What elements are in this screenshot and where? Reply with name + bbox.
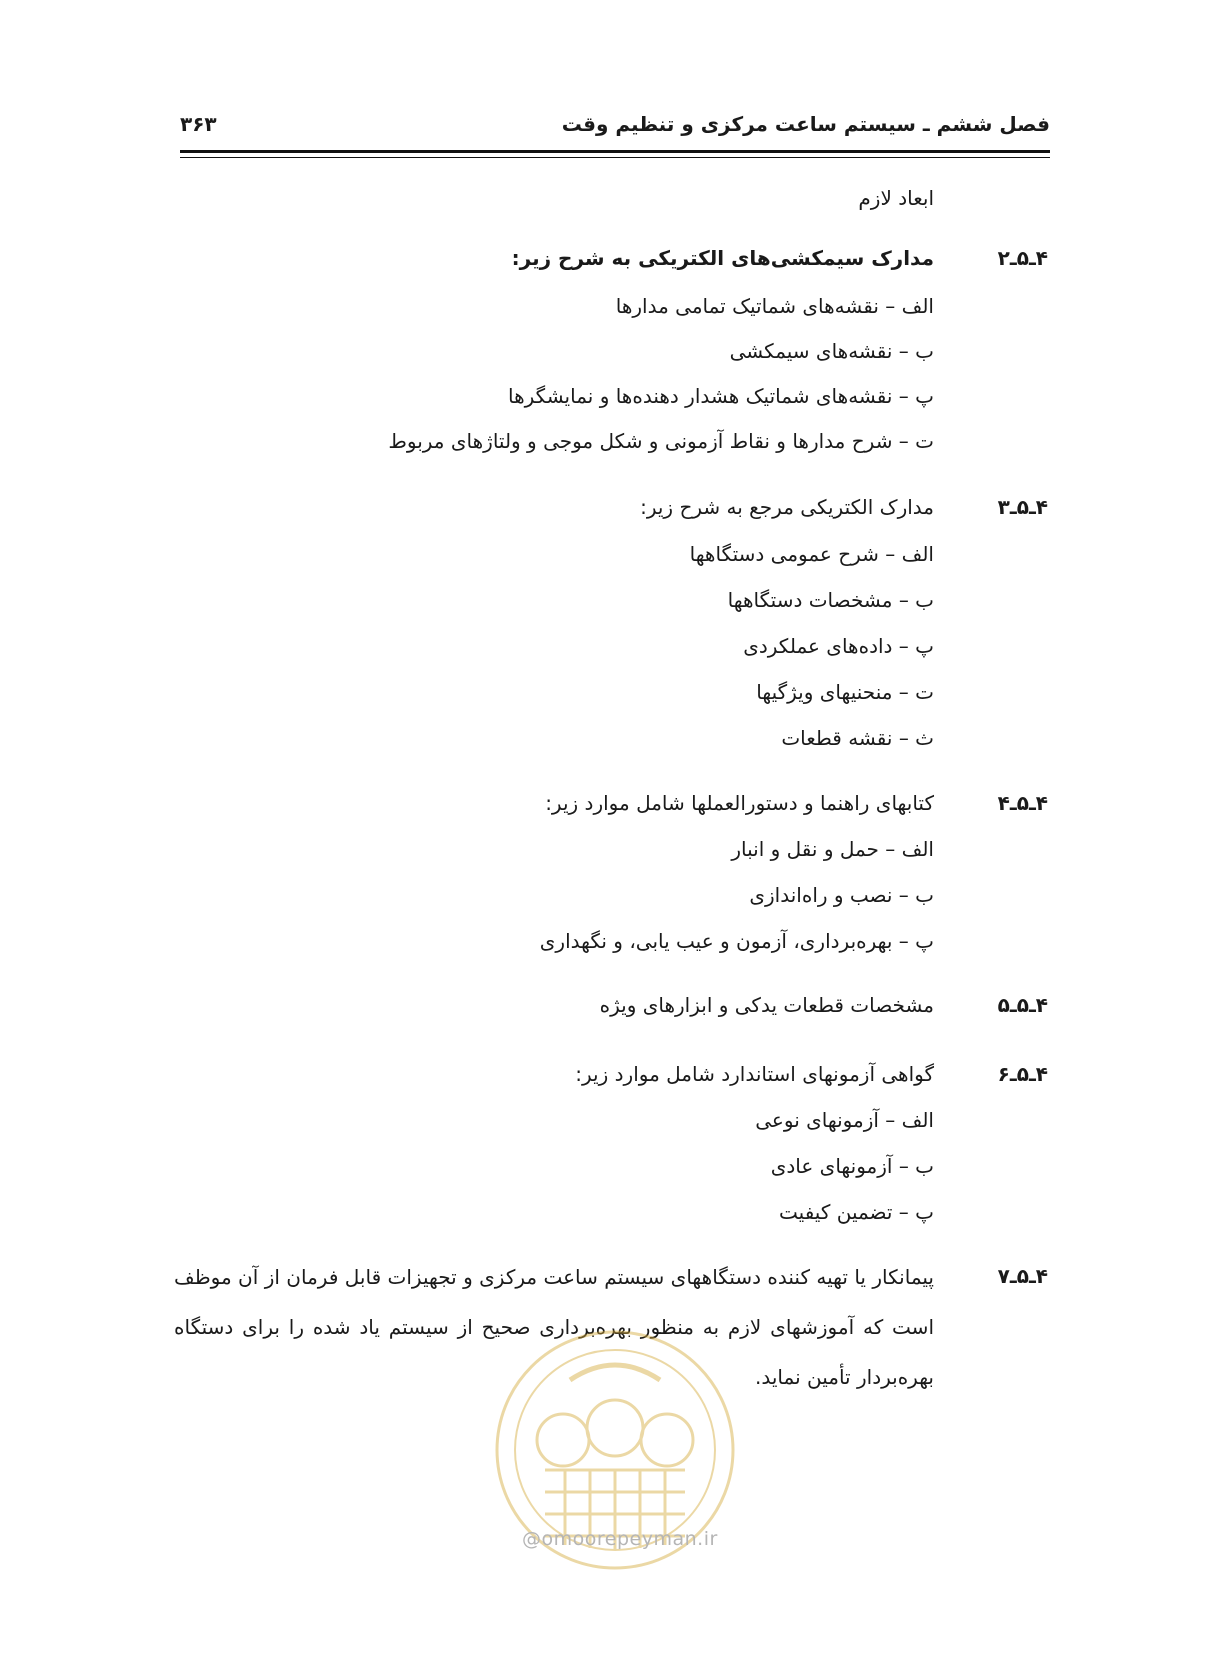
list-item: ب – نصب و راه‌اندازی — [749, 883, 934, 907]
list-item: پ – نقشه‌های شماتیک هشدار دهنده‌ها و نمایشگرها — [507, 384, 934, 408]
header-rule-thin — [180, 157, 1050, 158]
list-item: الف – آزمونهای نوعی — [755, 1108, 934, 1132]
section-number: ۴ـ۵ـ۳ — [997, 495, 1048, 519]
list-item: ت – منحنیهای ویژگیها — [756, 680, 934, 704]
page-number: ۳۶۳ — [180, 112, 217, 136]
section-title: مدارک سیمکشی‌های الکتریکی به شرح زیر: — [511, 246, 934, 270]
section-number: ۴ـ۵ـ۶ — [997, 1062, 1048, 1086]
list-item: ب – آزمونهای عادی — [770, 1154, 934, 1178]
header-rule-thick — [180, 150, 1050, 153]
section-number: ۴ـ۵ـ۲ — [997, 246, 1048, 270]
section-title: مدارک الکتریکی مرجع به شرح زیر: — [640, 495, 934, 519]
intro-line: ابعاد لازم — [858, 186, 934, 210]
section-number: ۴ـ۵ـ۷ — [997, 1264, 1048, 1288]
watermark-url: @omoorepeyman.ir — [522, 1528, 718, 1550]
list-item: ث – نقشه قطعات — [781, 726, 934, 750]
list-item: الف – حمل و نقل و انبار — [731, 837, 934, 861]
section-paragraph: پیمانکار یا تهیه کننده دستگاههای سیستم ساعت مرکزی و تجهیزات قابل فرمان از آن موظف است که آموزشهای لازم به منظور بهره‌برداری صحیح از سیستم یاد شده را برای دستگاه بهره‌بردار تأمین نماید. — [174, 1265, 934, 1389]
list-item: پ – داده‌های عملکردی — [743, 634, 934, 658]
section-number: ۴ـ۵ـ۴ — [997, 791, 1048, 815]
list-item: ت – شرح مدارها و نقاط آزمونی و شکل موجی و ولتاژهای مربوط — [388, 429, 934, 453]
section-title: گواهی آزمونهای استاندارد شامل موارد زیر: — [575, 1062, 934, 1086]
section-title: کتابهای راهنما و دستورالعملها شامل موارد زیر: — [545, 791, 934, 815]
chapter-title: فصل ششم ـ سیستم ساعت مرکزی و تنظیم وقت — [561, 112, 1050, 136]
list-item: الف – نقشه‌های شماتیک تمامی مدارها — [615, 294, 934, 318]
page-header — [180, 112, 1050, 152]
list-item: الف – شرح عمومی دستگاهها — [689, 542, 934, 566]
list-item: ب – مشخصات دستگاهها — [727, 588, 934, 612]
list-item: ب – نقشه‌های سیمکشی — [729, 339, 934, 363]
list-item: پ – بهره‌برداری، آزمون و عیب یابی، و نگهداری — [539, 929, 934, 953]
list-item: پ – تضمین کیفیت — [779, 1200, 934, 1224]
section-number: ۴ـ۵ـ۵ — [997, 993, 1048, 1017]
section-title: مشخصات قطعات یدکی و ابزارهای ویژه — [599, 993, 934, 1017]
